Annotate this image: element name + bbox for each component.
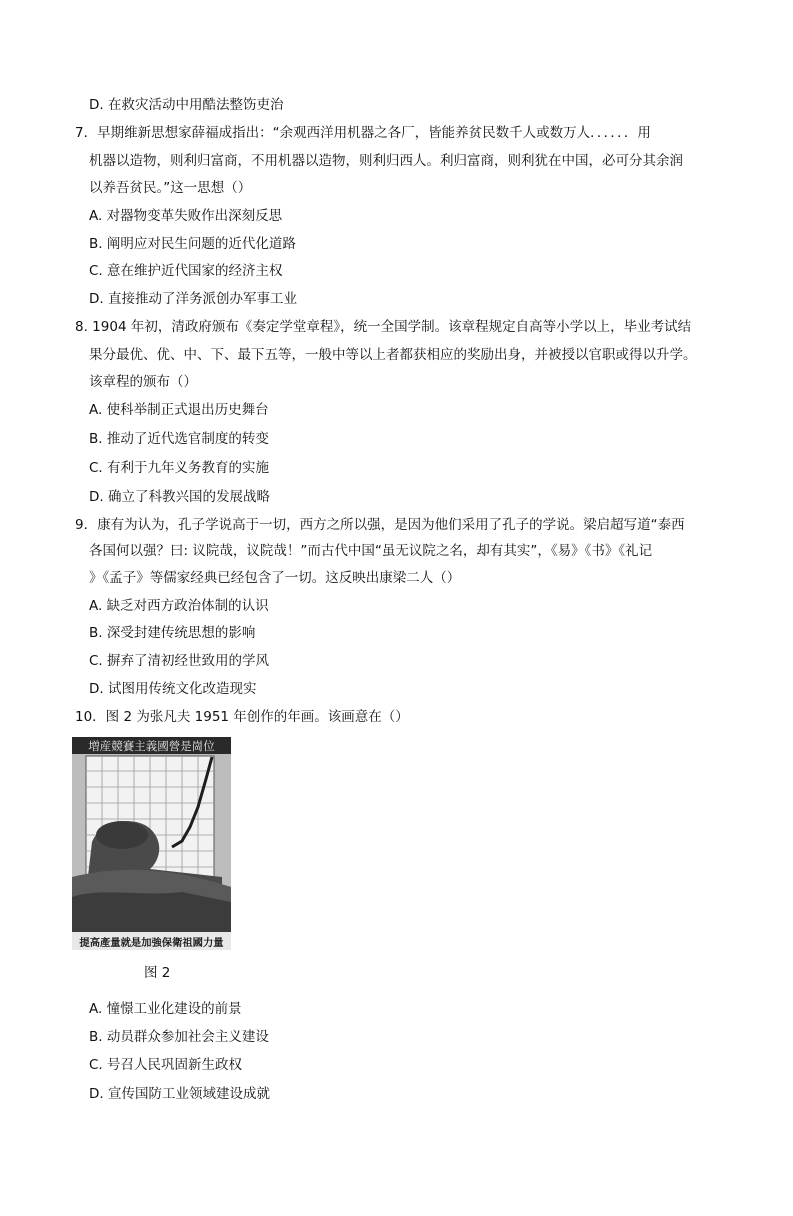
q9-option-d: D. 试图用传统文化改造现实 [89,681,257,697]
q8-stem-line-1: 8. 1904 年初，清政府颁布《奏定学堂章程》，统一全国学制。该章程规定自高等小学以上，毕业考试结 [75,319,692,335]
q10-option-a: A. 憧憬工业化建设的前景 [89,1001,242,1017]
poster-image [72,737,231,950]
q7-stem-line-1: 7．早期维新思想家薛福成指出：“余观西洋用机器之各厂，皆能养贫民数千人或数万人．．．．．．用 [75,125,651,141]
q7-option-d: D. 直接推动了洋务派创办军事工业 [89,291,297,307]
q10-option-b: B. 动员群众参加社会主义建设 [89,1029,269,1045]
q10-option-c: C. 号召人民巩固新生政权 [89,1057,243,1073]
q8-stem-line-2: 果分最优、优、中、下、最下五等，一般中等以上者都获相应的奖励出身，并被授以官职或得以升学。 [89,347,697,363]
figure-caption: 图 2 [144,965,171,981]
q8-option-a: A. 使科举制正式退出历史舞台 [89,402,269,418]
q7-option-b: B. 阐明应对民生问题的近代化道路 [89,236,296,252]
q9-option-b: B. 深受封建传统思想的影响 [89,625,256,641]
q9-option-a: A. 缺乏对西方政治体制的认识 [89,598,269,614]
q8-option-d: D. 确立了科教兴国的发展战略 [89,489,270,505]
q7-option-c: C. 意在维护近代国家的经济主权 [89,263,283,279]
q8-option-c: C. 有利于九年义务教育的实施 [89,460,270,476]
q10-option-d: D. 宣传国防工业领域建设成就 [89,1086,270,1102]
q7-option-a: A. 对器物变革失败作出深刻反思 [89,208,283,224]
q7-stem-line-3: 以养吾贫民。”这一思想（） [89,180,252,196]
q8-option-b: B. 推动了近代选官制度的转变 [89,431,269,447]
q9-stem-line-3: 》《孟子》等儒家经典已经包含了一切。这反映出康梁二人（） [89,570,461,586]
q9-stem-line-2: 各国何以强？曰: 议院哉，议院哉！”而古代中国“虽无议院之名，却有其实”，《易》《书》《礼记 [89,543,653,559]
q6-option-d: D. 在救灾活动中用酷法整饬吏治 [89,97,284,113]
q7-stem-line-2: 机器以造物，则利归富商，不用机器以造物，则利归西人。利归富商，则利犹在中国，必可分其余润 [89,153,683,169]
q10-stem: 10．图 2 为张凡夫 1951 年创作的年画。该画意在（） [75,709,409,725]
q8-stem-line-3: 该章程的颁布（） [89,374,197,390]
q9-option-c: C. 摒弃了清初经世致用的学风 [89,653,270,669]
q9-stem-line-1: 9．康有为认为，孔子学说高于一切，西方之所以强，是因为他们采用了孔子的学说。梁启超写道“泰西 [75,517,685,533]
poster-top-banner-text: 増産競賽主義國營是崗位 [88,739,215,753]
poster-bottom-banner-text: 提高產量就是加強保衛祖國力量 [79,937,224,949]
